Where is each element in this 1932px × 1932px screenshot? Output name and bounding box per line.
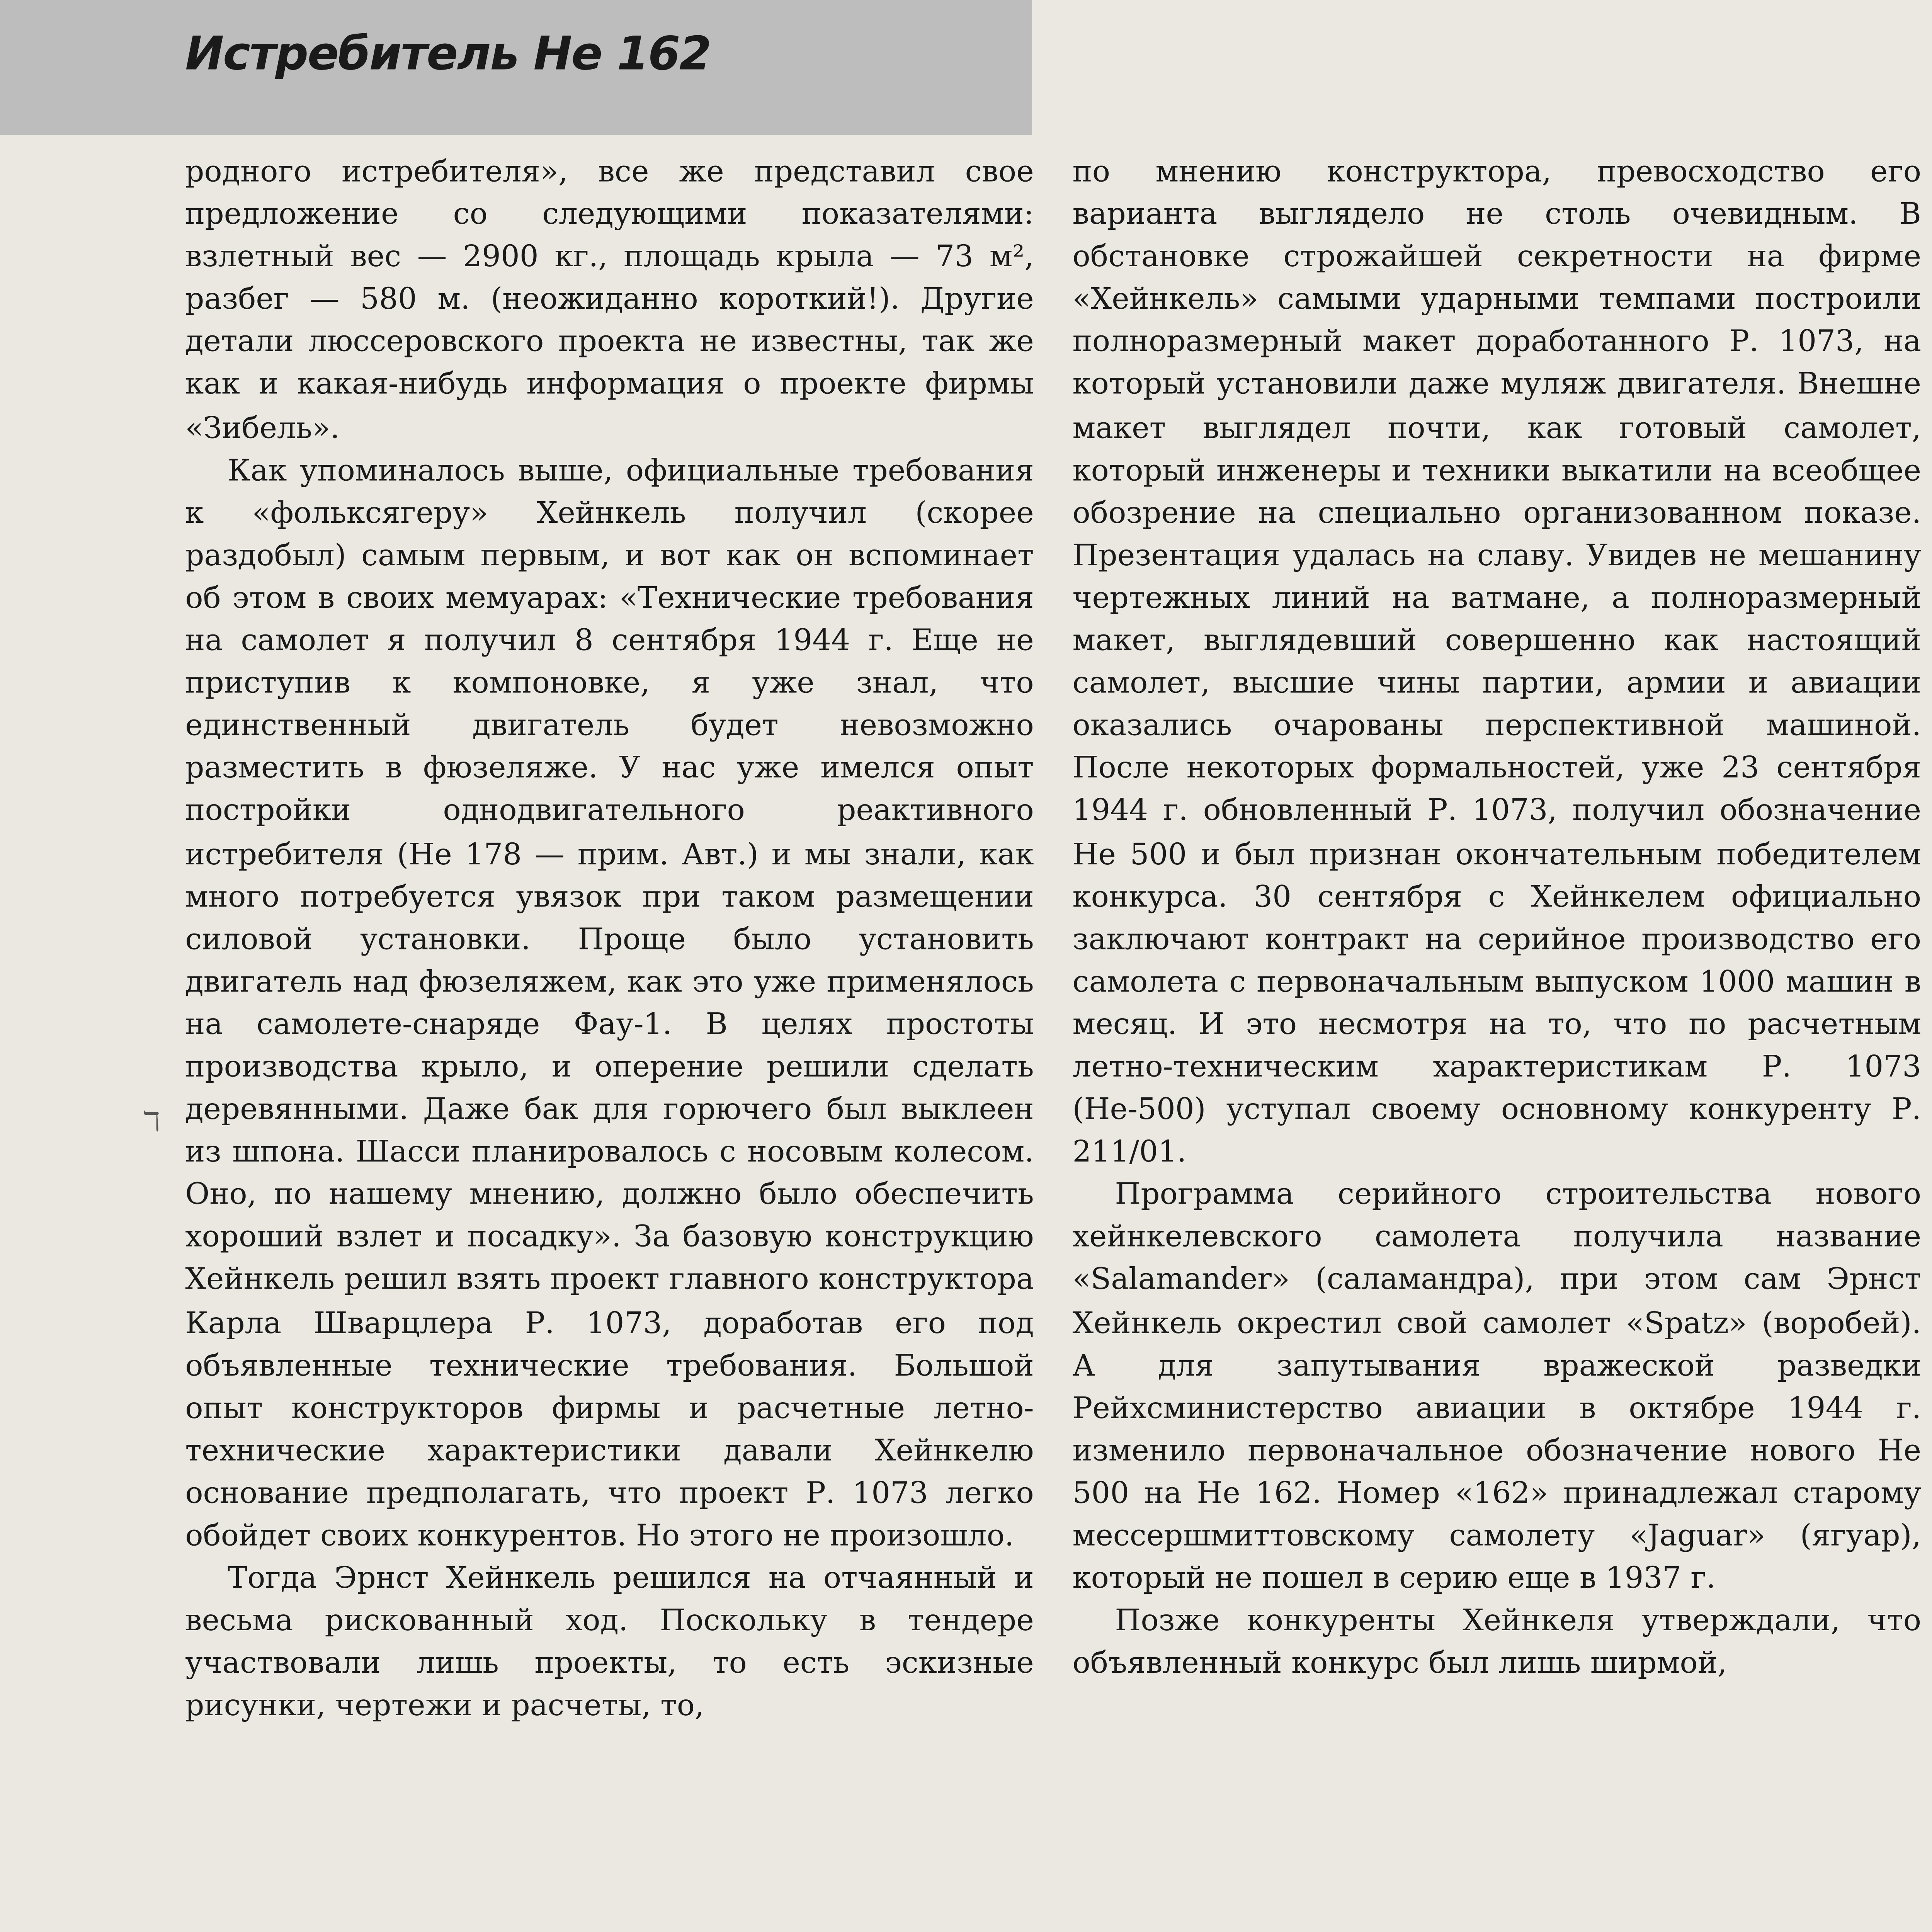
paragraph: родного истребителя», все же представил свое предложение со следующими показателями: взлетный вес — 2900 кг., площадь крыла — 73 м², разбег — 580 м. (неожиданно короткий!). Другие детали люссеровского проекта не известны, так же как и какая-нибудь информация о проекте фирмы «Зибель».	[185, 154, 1034, 445]
paragraph: Как упоминалось выше, официальные требования к «фольксягеру» Хейнкель получил (скорее раздобыл) самым первым, и вот как он вспоминает об этом в своих мемуарах: «Технические требования на самолет я получил 8 сентября 1944 г. Еще не приступив к компоновке, я уже знал, что единственный двигатель будет невозможно разместить в фюзеляже. У нас уже имелся опыт постройки однодвигательного реактивного истребителя (Не 178 — прим. Авт.) и мы знали, как много потребуется увязок при таком размещении силовой установки. Проще было установить двигатель над фюзеляжем, как это уже применялось на самолете-снаряде Фау-1. В целях простоты производства крыло, и оперение решили сделать деревянными. Даже бак для горючего был выклеен из шпона. Шасси планировалось с носовым колесом. Оно, по нашему мнению, должно было обеспечить хороший взлет и посадку». За базовую конструкцию Хейнкель решил взять проект главного конструктора Карла Шварцлера Р. 1073, доработав его под объявленные технические требования. Большой опыт конструкторов фирмы и расчетные летно-технические характеристики давали Хейнкелю основание предполагать, что проект Р. 1073 легко обойдет своих конкурентов. Но этого не произошло.	[185, 452, 1034, 1553]
text-column-right	[1073, 150, 1921, 1685]
paragraph: Тогда Эрнст Хейнкель решился на отчаянный и весьма рискованный ход. Поскольку в тендере участвовали лишь проекты, то есть эскизные рисунки, чертежи и расчеты, то,	[185, 1561, 1034, 1724]
margin-pencil-mark: ℸ	[143, 1107, 160, 1138]
paragraph: Программа серийного строительства нового хейнкелевского самолета получила название «Salamander» (саламандра), при этом сам Эрнст Хейнкель окрестил свой самолет «Spatz» (воробей). А для запутывания вражеской разведки Рейхсминистерство авиации в октябре 1944 г. изменило первоначальное обозначение нового Не 500 на Не 162. Номер «162» принадлежал старому мессершмиттовскому самолету «Jaguar» (ягуар), который не пошел в серию еще в 1937 г.	[1072, 1177, 1922, 1596]
paragraph: по мнению конструктора, превосходство его варианта выглядело не столь очевидным. В обстановке строжайшей секретности на фирме «Хейнкель» самыми ударными темпами построили полноразмерный макет доработанного Р. 1073, на который установили даже муляж двигателя. Внешне макет выглядел почти, как готовый самолет, который инженеры и техники выкатили на всеобщее обозрение на специально организованном показе. Презентация удалась на славу. Увидев не мешанину чертежных линий на ватмане, а полноразмерный макет, выглядевший совершенно как настоящий самолет, высшие чины партии, армии и авиации оказались очарованы перспективной машиной. После некоторых формальностей, уже 23 сентября 1944 г. обновленный Р. 1073, получил обозначение Не 500 и был признан окончательным победителем конкурса. 30 сентября с Хейнкелем официально заключают контракт на серийное производство его самолета с первоначальным выпуском 1000 машин в месяц. И это несмотря на то, что по расчетным летно-техническим характеристикам Р. 1073 (Не-500) уступал своему основному конкуренту Р. 211/01.	[1072, 154, 1922, 1170]
running-header-bar	[0, 0, 1032, 135]
running-header-title: Истребитель Не 162	[185, 27, 711, 81]
paragraph: Позже конкуренты Хейнкеля утверждали, что объявленный конкурс был лишь ширмой,	[1072, 1604, 1922, 1681]
text-column-left	[185, 150, 1034, 1728]
